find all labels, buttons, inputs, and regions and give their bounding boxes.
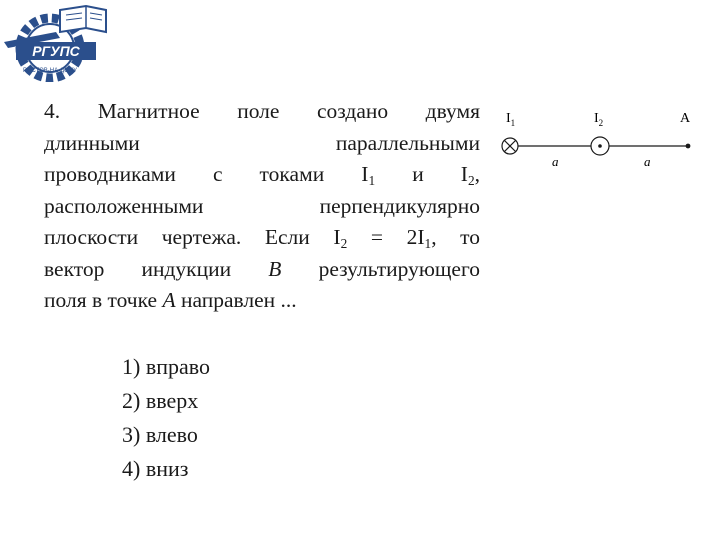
label-distance-2: a xyxy=(644,154,651,169)
answer-option-2[interactable]: 2) вверх xyxy=(122,388,199,413)
question-line: поля в точке A направлен ... xyxy=(44,288,297,312)
question-number: 4. xyxy=(44,99,61,123)
answer-options xyxy=(122,350,210,486)
question-line: длинными параллельными xyxy=(44,130,480,155)
label-i1: $I_1$ xyxy=(506,111,516,128)
condition-formula: $I_2 = 2I_1$, то xyxy=(333,225,481,251)
label-point-a: A xyxy=(680,111,691,126)
current-i1: $I_1$ xyxy=(361,162,376,188)
question-line: 4. Магнитное поле создано двумя xyxy=(44,99,480,123)
question-line: проводниками с токами $I_1$ и $I_2$, xyxy=(44,162,481,188)
label-distance-1: a xyxy=(552,154,559,169)
book-icon xyxy=(60,6,106,32)
question-line: расположенными перпендикулярно xyxy=(44,193,480,218)
answer-option-4[interactable]: 4) вниз xyxy=(122,456,189,481)
answer-option-1[interactable]: 1) вправо xyxy=(122,354,210,379)
conductor-i1-into-page-icon xyxy=(502,138,518,154)
point-a-marker xyxy=(686,144,691,149)
conductor-i2-out-of-page-icon xyxy=(591,137,609,155)
question-text xyxy=(44,96,480,317)
answer-option-3[interactable]: 3) влево xyxy=(122,422,198,447)
label-i2: $I_2$ xyxy=(594,111,604,128)
question-line: вектор индукции B результирующего xyxy=(44,256,481,281)
university-logo xyxy=(2,2,110,82)
logo-ring-text: РОСТОВ-НА-ДОНУ xyxy=(23,68,77,74)
logo-text: РГУПС xyxy=(32,43,80,59)
question-line: плоскости чертежа. Если $I_2 = 2I_1$, то xyxy=(44,225,481,251)
current-i2: $I_2$, xyxy=(460,162,481,188)
conductors-diagram xyxy=(496,100,712,190)
